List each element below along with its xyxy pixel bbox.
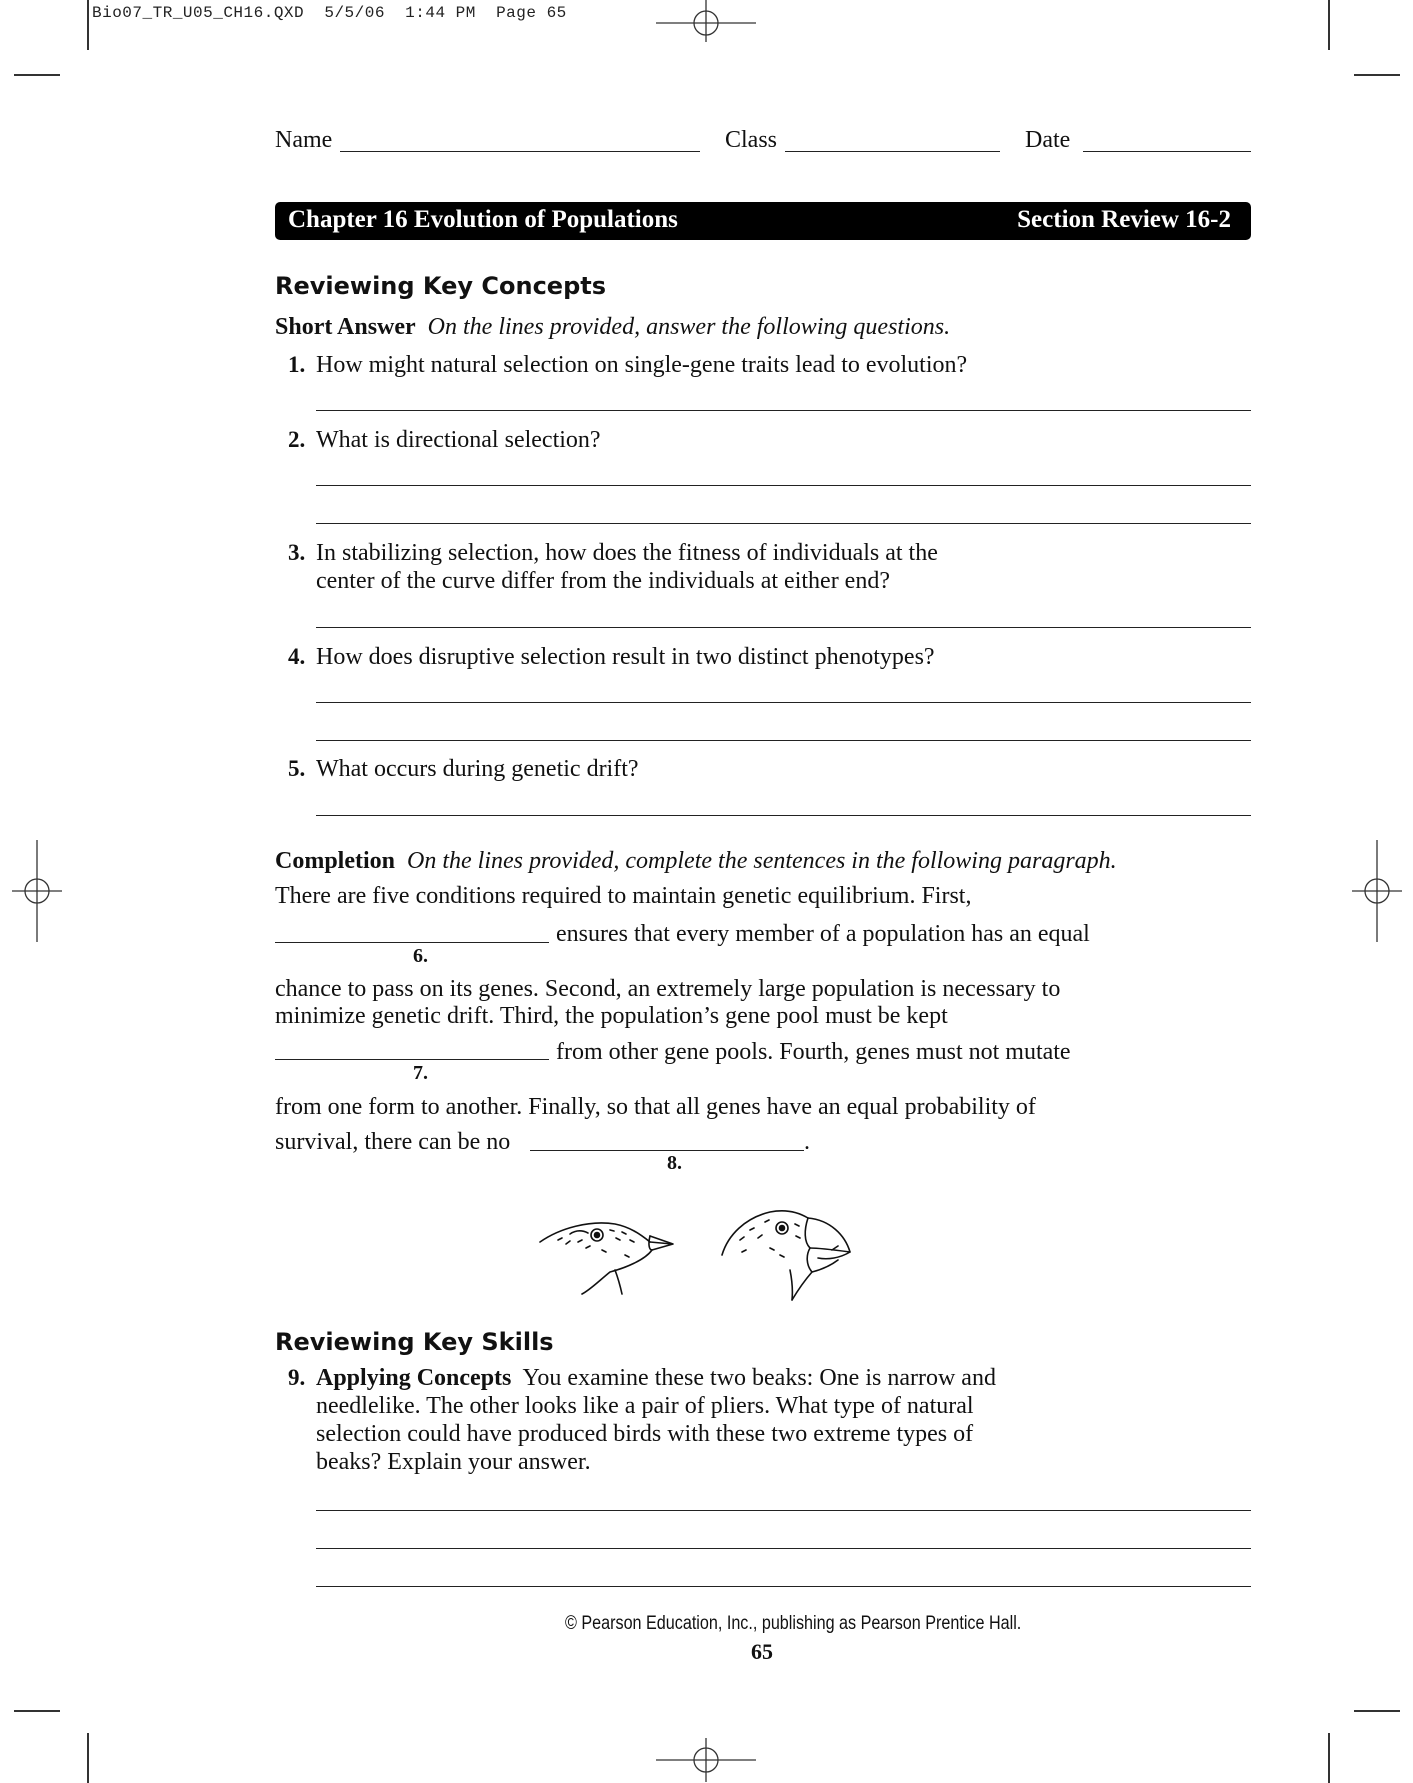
answer-line[interactable]	[316, 1548, 1251, 1549]
answer-line[interactable]	[316, 702, 1251, 703]
plier-beak-bird-icon	[722, 1211, 850, 1300]
paragraph-line: There are five conditions required to maintain genetic equilibrium. First,	[275, 883, 972, 909]
short-answer-instruction-line	[275, 313, 950, 341]
key-concepts-heading: Reviewing Key Concepts	[275, 272, 607, 300]
question-number: 9.	[288, 1365, 306, 1390]
answer-line[interactable]	[316, 523, 1251, 524]
answer-line[interactable]	[316, 1586, 1251, 1587]
answer-line[interactable]	[316, 410, 1251, 411]
class-label: Class	[725, 127, 778, 153]
question-text: How might natural selection on single-gene traits lead to evolution?	[316, 352, 968, 378]
chapter-header-bar	[275, 202, 1251, 240]
skills-question-text: beaks? Explain your answer.	[316, 1449, 591, 1475]
name-field[interactable]	[340, 151, 700, 152]
completion-label: Completion	[275, 848, 395, 874]
question-number: 1.	[288, 352, 306, 377]
key-skills-heading: Reviewing Key Skills	[275, 1328, 554, 1356]
paragraph-line: minimize genetic drift. Third, the population’s gene pool must be kept	[275, 1003, 948, 1029]
paragraph-line: ensures that every member of a population has an equal	[556, 921, 1090, 947]
skills-question-line	[316, 1364, 996, 1392]
paragraph-period: .	[804, 1129, 810, 1155]
question-number: 3.	[288, 540, 306, 565]
answer-line[interactable]	[316, 740, 1251, 741]
blank-7[interactable]	[275, 1059, 549, 1060]
short-answer-label: Short Answer	[275, 314, 416, 340]
paragraph-line: from other gene pools. Fourth, genes must not mutate	[556, 1039, 1071, 1065]
question-text-continued: center of the curve differ from the individuals at either end?	[316, 568, 890, 594]
paragraph-line: chance to pass on its genes. Second, an extremely large population is necessary to	[275, 976, 1061, 1002]
skills-question-text: needlelike. The other looks like a pair of pliers. What type of natural	[316, 1393, 974, 1419]
answer-line[interactable]	[316, 815, 1251, 816]
printer-slug: Bio07_TR_U05_CH16.QXD 5/5/06 1:44 PM Page 65	[92, 4, 567, 22]
blank-6-label: 6.	[413, 945, 428, 967]
section-title: Section Review 16-2	[1017, 206, 1231, 233]
needle-beak-bird-icon	[540, 1223, 673, 1294]
date-label: Date	[1025, 127, 1071, 153]
question-text: What occurs during genetic drift?	[316, 756, 639, 782]
question-number: 4.	[288, 644, 306, 669]
answer-line[interactable]	[316, 485, 1251, 486]
blank-8[interactable]	[530, 1150, 804, 1151]
bird-beaks-illustration	[530, 1200, 870, 1305]
blank-8-label: 8.	[667, 1152, 682, 1174]
question-number: 5.	[288, 756, 306, 781]
chapter-title: Chapter 16 Evolution of Populations	[288, 206, 678, 233]
question-text: How does disruptive selection result in two distinct phenotypes?	[316, 644, 935, 670]
skills-question-text: You examine these two beaks: One is narrow and	[522, 1365, 996, 1391]
question-text: What is directional selection?	[316, 427, 601, 453]
paragraph-line: from one form to another. Finally, so that all genes have an equal probability of	[275, 1094, 1036, 1120]
short-answer-instruction: On the lines provided, answer the following questions.	[427, 314, 951, 340]
question-number: 2.	[288, 427, 306, 452]
page-number: 65	[751, 1639, 773, 1664]
completion-instruction: On the lines provided, complete the sentences in the following paragraph.	[407, 848, 1117, 874]
blank-6[interactable]	[275, 942, 549, 943]
paragraph-line: survival, there can be no	[275, 1129, 511, 1155]
applying-concepts-label: Applying Concepts	[316, 1365, 512, 1391]
completion-instruction-line	[275, 847, 1117, 875]
blank-7-label: 7.	[413, 1062, 428, 1084]
copyright-notice: © Pearson Education, Inc., publishing as Pearson Prentice Hall.	[565, 1613, 1022, 1634]
class-field[interactable]	[785, 151, 1000, 152]
answer-line[interactable]	[316, 627, 1251, 628]
skills-question-text: selection could have produced birds with these two extreme types of	[316, 1421, 974, 1447]
name-label: Name	[275, 127, 333, 153]
answer-line[interactable]	[316, 1510, 1251, 1511]
question-text: In stabilizing selection, how does the fitness of individuals at the	[316, 540, 938, 566]
date-field[interactable]	[1083, 151, 1251, 152]
